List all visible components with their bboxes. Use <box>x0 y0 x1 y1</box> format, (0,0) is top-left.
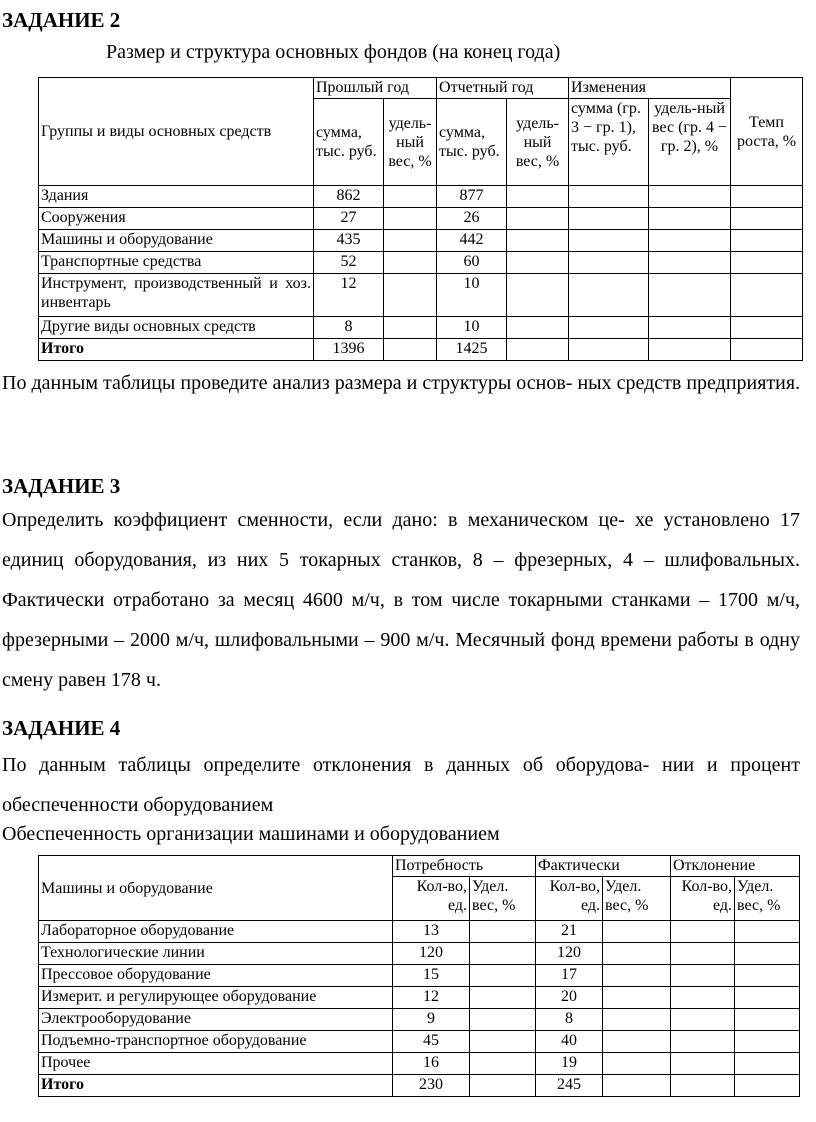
table-row <box>39 1031 800 1053</box>
row-name: Лабораторное оборудование <box>39 921 393 943</box>
task2-text: По данным таблицы проведите анализ размера и структуры основ- ных средств предприятия. <box>2 372 801 394</box>
task3-heading: ЗАДАНИЕ 3 <box>2 474 121 498</box>
row-name: Инструмент, производственный и хоз. инвентарь <box>39 274 314 317</box>
table-row <box>39 1053 800 1075</box>
table-row-total <box>39 1075 800 1097</box>
table-row <box>39 208 803 230</box>
table-row <box>39 274 803 317</box>
row-name: Измерит. и регулирующее оборудование <box>39 987 393 1009</box>
task3-text: Определить коэффициент сменности, если дано: в механическом це- хе установлено 17 единиц оборудования, из них 5 токарных станков, 8 – фрезерных, 4 – шлифовальных. Фактически отработано за месяц 4600 м/ч, в том числе токарными станками – 1700 м/ч, фрезерными – 2000 м/ч, шлифовальными – 900 м/ч. Месячный фонд времени работы в одну смену равен 178 ч. <box>2 509 800 691</box>
cell-curr: 877 <box>437 186 507 208</box>
header-report-year: Отчетный год <box>437 78 569 99</box>
table-row <box>39 186 803 208</box>
cell-need: 13 <box>393 921 470 943</box>
header-qty-actual: Кол-во, ед. <box>536 877 603 921</box>
cell-prev: 862 <box>314 186 384 208</box>
row-name: Итого <box>39 1075 393 1097</box>
header-growth: Темп роста, % <box>731 78 803 186</box>
table-row <box>39 252 803 274</box>
cell-actual: 17 <box>536 965 603 987</box>
row-name: Подъемно-транспортное оборудование <box>39 1031 393 1053</box>
cell-need: 16 <box>393 1053 470 1075</box>
header-sum-prev: сумма, тыс. руб. <box>314 99 384 186</box>
task4-heading: ЗАДАНИЕ 4 <box>2 716 121 740</box>
cell-actual: 120 <box>536 943 603 965</box>
table-row <box>39 965 800 987</box>
header-equipment: Машины и оборудование <box>39 856 393 921</box>
cell-actual: 40 <box>536 1031 603 1053</box>
cell-curr: 442 <box>437 230 507 252</box>
header-share-actual: Удел. вес, % <box>603 877 671 921</box>
task2-table-caption: Размер и структура основных фондов (на конец года) <box>106 41 561 63</box>
cell-curr: 10 <box>437 317 507 339</box>
task2-heading: ЗАДАНИЕ 2 <box>2 8 121 32</box>
fixed-assets-table <box>38 77 803 361</box>
row-name: Итого <box>39 339 314 361</box>
header-qty-deviation: Кол-во, ед. <box>671 877 735 921</box>
header-qty-need: Кол-во, ед. <box>393 877 470 921</box>
table-row <box>39 230 803 252</box>
row-name: Другие виды основных средств <box>39 317 314 339</box>
row-name: Прочее <box>39 1053 393 1075</box>
task4-text: По данным таблицы определите отклонения в данных об оборудова- нии и процент обеспеченности оборудованием <box>2 754 800 816</box>
header-prev-year: Прошлый год <box>314 78 437 99</box>
cell-need: 230 <box>393 1075 470 1097</box>
header-sum-report: сумма, тыс. руб. <box>437 99 507 186</box>
cell-actual: 8 <box>536 1009 603 1031</box>
header-share-report: удель-ный вес, % <box>507 99 569 186</box>
header-share-deviation: Удел. вес, % <box>735 877 800 921</box>
cell-actual: 20 <box>536 987 603 1009</box>
cell-need: 45 <box>393 1031 470 1053</box>
row-name: Здания <box>39 186 314 208</box>
table-row <box>39 987 800 1009</box>
cell-prev: 27 <box>314 208 384 230</box>
cell-curr: 10 <box>437 274 507 317</box>
cell-curr: 1425 <box>437 339 507 361</box>
table-row <box>39 1009 800 1031</box>
row-name: Технологические линии <box>39 943 393 965</box>
cell-need: 12 <box>393 987 470 1009</box>
header-need: Потребность <box>393 856 536 877</box>
cell-curr: 26 <box>437 208 507 230</box>
header-share-need: Удел. вес, % <box>470 877 536 921</box>
table-row <box>39 317 803 339</box>
cell-need: 9 <box>393 1009 470 1031</box>
task4-table-caption: Обеспеченность организации машинами и оборудованием <box>2 823 500 845</box>
cell-need: 15 <box>393 965 470 987</box>
cell-prev: 8 <box>314 317 384 339</box>
header-share-prev: удель-ный вес, % <box>384 99 437 186</box>
header-actual: Фактически <box>536 856 671 877</box>
row-name: Машины и оборудование <box>39 230 314 252</box>
header-deviation: Отклонение <box>671 856 800 877</box>
row-name: Электрооборудование <box>39 1009 393 1031</box>
cell-need: 120 <box>393 943 470 965</box>
cell-prev: 435 <box>314 230 384 252</box>
header-changes: Изменения <box>569 78 731 99</box>
header-sum-change: сумма (гр. 3 − гр. 1), тыс. руб. <box>569 99 649 186</box>
table-row-total <box>39 339 803 361</box>
equipment-table <box>38 855 800 1097</box>
cell-prev: 1396 <box>314 339 384 361</box>
cell-prev: 12 <box>314 274 384 317</box>
cell-actual: 21 <box>536 921 603 943</box>
row-name: Транспортные средства <box>39 252 314 274</box>
cell-actual: 19 <box>536 1053 603 1075</box>
row-name: Сооружения <box>39 208 314 230</box>
table-row <box>39 943 800 965</box>
table-row <box>39 921 800 943</box>
row-name: Прессовое оборудование <box>39 965 393 987</box>
header-share-change: удель-ный вес (гр. 4 − гр. 2), % <box>649 99 731 186</box>
cell-curr: 60 <box>437 252 507 274</box>
cell-actual: 245 <box>536 1075 603 1097</box>
cell-prev: 52 <box>314 252 384 274</box>
header-group: Группы и виды основных средств <box>39 78 314 186</box>
